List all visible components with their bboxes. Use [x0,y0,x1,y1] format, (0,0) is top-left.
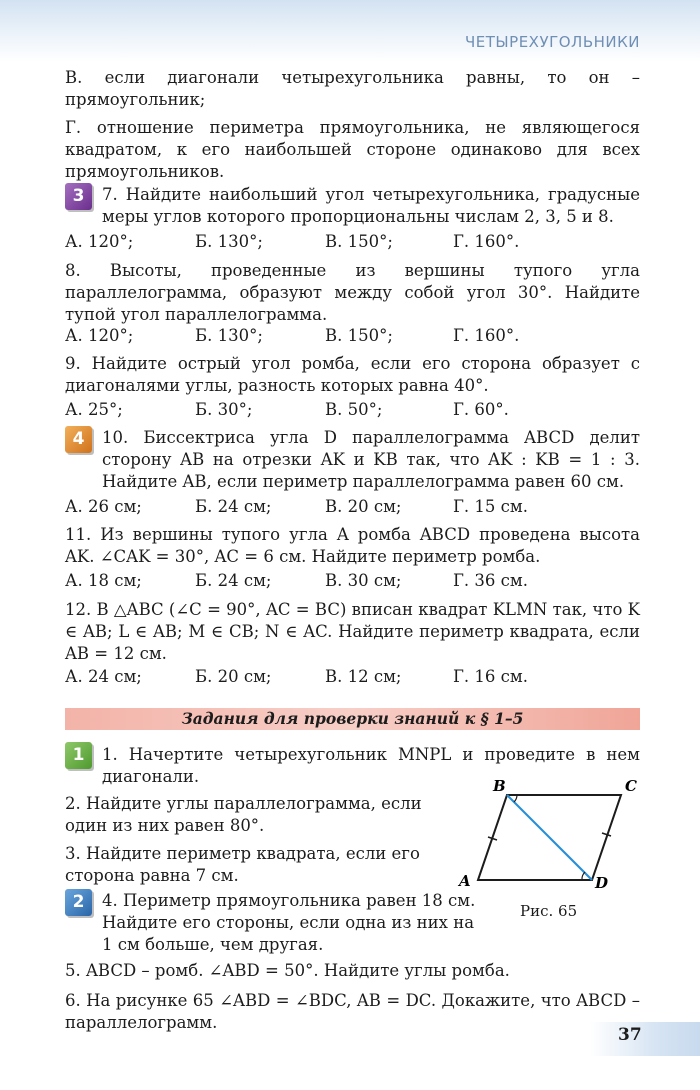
question-12: 12. В △ABC (∠C = 90°, AC = BC) вписан квадрат KLMN так, что K ∈ AB; L ∈ AB; M ∈ CB; N ∈ AC. Найдите периметр квадрата, если AB = 12 см. [65,600,640,663]
label-d: D [595,874,609,892]
label-b: B [493,777,506,795]
option-a: А. 24 см; [65,667,142,686]
question-11: 11. Из вершины тупого угла A ромба ABCD проведена высота AK. ∠CAK = 30°, AC = 6 см. Найдите периметр ромба. [65,525,640,566]
option-v: В. 150°; [325,232,393,251]
item-v-text: В. если диагонали четырехугольника равны, то он – прямоугольник; [65,68,640,109]
task-6: 6. На рисунке 65 ∠ABD = ∠BDC, AB = DC. Докажите, что ABCD – параллелограмм. [65,991,640,1032]
option-a: А. 18 см; [65,571,142,590]
parallelogram-figure [455,776,645,896]
question-8-options [65,325,665,347]
option-g: Г. 16 см. [453,667,528,686]
figure-caption: Рис. 65 [520,902,578,920]
option-a: А. 120°; [65,326,134,345]
option-b: Б. 24 см; [195,571,272,590]
option-a: А. 25°; [65,400,123,419]
header-band [0,0,700,62]
level-1-badge-icon: 1 [65,742,92,769]
option-b: Б. 30°; [195,400,253,419]
option-v: В. 20 см; [325,497,402,516]
task-2: 2. Найдите углы параллелограмма, если один из них равен 80°. [65,794,422,835]
task-4: 4. Периметр прямоугольника равен 18 см. Найдите его стороны, если одна из них на 1 см больше, чем другая. [102,891,476,954]
option-g: Г. 60°. [453,400,509,419]
label-a: A [459,872,471,890]
diagonal-bd [507,795,592,880]
section-title-band: Задания для проверки знаний к § 1–5 [65,708,640,730]
question-7: 7. Найдите наибольший угол четырехугольника, градусные меры углов которого пропорциональны числам 2, 3, 5 и 8. [102,185,640,226]
option-a: А. 120°; [65,232,134,251]
option-v: В. 150°; [325,326,393,345]
task-5: 5. ABCD – ромб. ∠ABD = 50°. Найдите углы ромба. [65,961,510,980]
question-9-options [65,399,665,421]
question-10-options [65,496,665,518]
task-3: 3. Найдите периметр квадрата, если его сторона равна 7 см. [65,844,420,885]
question-10: 10. Биссектриса угла D параллелограмма ABCD делит сторону AB на отрезки AK и KB так, что AK : KB = 1 : 3. Найдите AB, если периметр параллелограмма равен 60 см. [102,428,640,491]
task-1: 1. Начертите четырехугольник MNPL и проведите в нем диагонали. [102,745,640,786]
item-g-text: Г. отношение периметра прямоугольника, не являющегося квадратом, к его наибольшей стороне одинаково для всех прямоугольников. [65,118,640,181]
option-g: Г. 160°. [453,232,520,251]
option-b: Б. 130°; [195,232,263,251]
option-v: В. 12 см; [325,667,402,686]
option-g: Г. 15 см. [453,497,528,516]
level-3-badge-icon: 3 [65,183,92,210]
level-4-badge-icon: 4 [65,426,92,453]
option-v: В. 50°; [325,400,383,419]
question-11-options [65,570,665,592]
option-b: Б. 130°; [195,326,263,345]
option-g: Г. 160°. [453,326,520,345]
question-9: 9. Найдите острый угол ромба, если его сторона образует с диагоналями углы, разность которых равна 40°. [65,354,640,395]
option-a: А. 26 см; [65,497,142,516]
option-v: В. 30 см; [325,571,402,590]
question-7-options [65,231,665,253]
page-number: 37 [618,1025,642,1045]
angle-arc-d [582,872,585,880]
page-number-band [590,1022,700,1056]
label-c: C [625,777,637,795]
option-b: Б. 24 см; [195,497,272,516]
option-b: Б. 20 см; [195,667,272,686]
chapter-title: ЧЕТЫРЕХУГОЛЬНИКИ [465,33,640,51]
question-12-options [65,666,665,688]
question-8: 8. Высоты, проведенные из вершины тупого угла параллелограмма, образуют между собой угол 30°. Найдите тупой угол параллелограмма. [65,261,640,324]
option-g: Г. 36 см. [453,571,528,590]
angle-arc-b [514,795,517,802]
level-2-badge-icon: 2 [65,889,92,916]
